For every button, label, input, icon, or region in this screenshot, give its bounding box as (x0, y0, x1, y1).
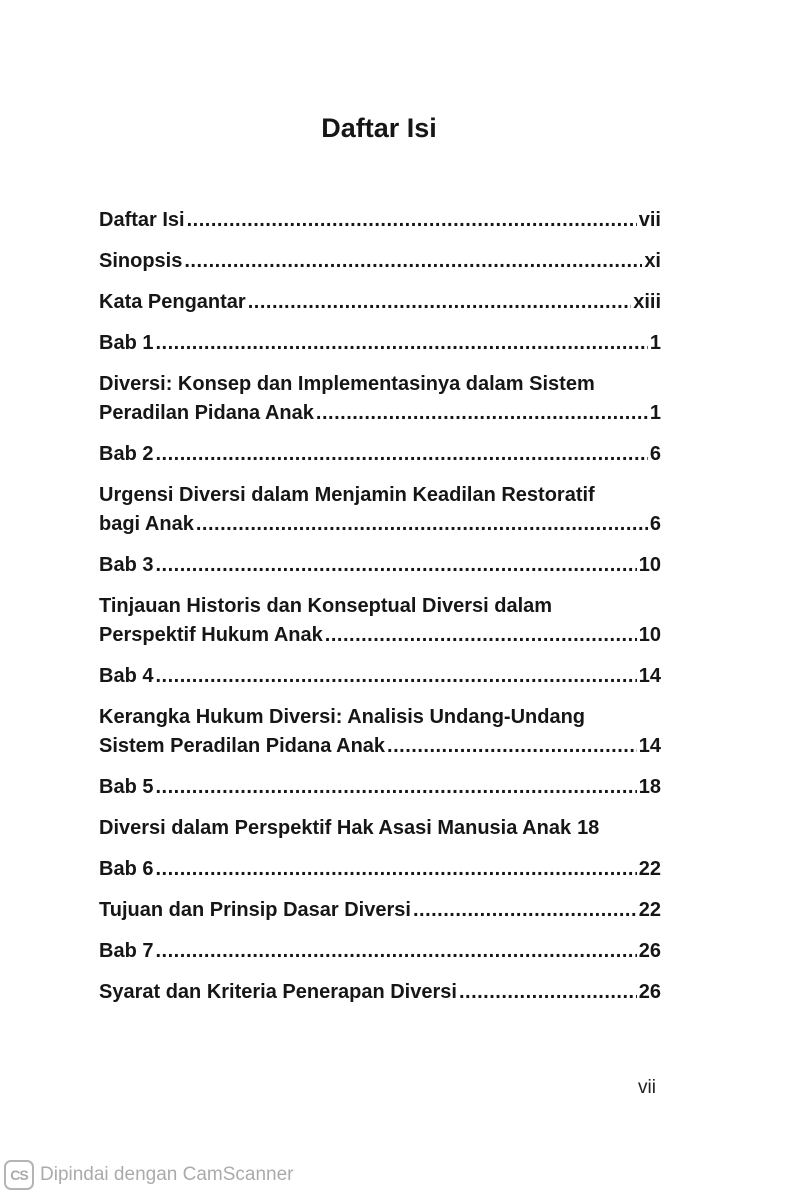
toc-entry (99, 551, 661, 580)
toc-entry-page: 26 (638, 981, 661, 1003)
toc-entry-title: Daftar Isi (99, 209, 185, 231)
page-number: vii (638, 1077, 656, 1098)
toc-entry (99, 440, 661, 469)
toc-entry-page: 18 (577, 817, 600, 839)
toc-entry-page: 10 (638, 624, 661, 646)
toc-entry-title: Bab 7 (99, 940, 154, 962)
toc-entry-title-line1: Kerangka Hukum Diversi: Analisis Undang-Undang (99, 706, 586, 728)
toc-entry-page: 6 (649, 513, 661, 535)
toc-entry (99, 896, 661, 925)
toc-entry (99, 481, 661, 539)
toc-entry (99, 662, 661, 691)
toc-entry (99, 206, 661, 235)
watermark-text: Dipindai dengan CamScanner (40, 1164, 294, 1185)
toc-entry-title: Tujuan dan Prinsip Dasar Diversi (99, 899, 411, 921)
toc-entry-page: xiii (633, 291, 661, 313)
toc-entry-page: xi (644, 250, 661, 272)
toc-entry-page: 1 (649, 332, 661, 354)
dot-leader (155, 855, 636, 884)
dot-leader (316, 399, 648, 428)
dot-leader (248, 288, 631, 317)
toc-entry-page: 10 (638, 554, 661, 576)
toc-entry-title: Bab 2 (99, 443, 154, 465)
dot-leader (196, 510, 648, 539)
toc-entry-page: 22 (638, 899, 661, 921)
toc-entry-title: Bab 6 (99, 858, 154, 880)
dot-leader (155, 440, 647, 469)
toc-entry (99, 592, 661, 650)
dot-leader (413, 896, 637, 925)
toc-entry-title: Kata Pengantar (99, 291, 246, 313)
toc-entry-title: Diversi dalam Perspektif Hak Asasi Manusia Anak (99, 817, 572, 839)
dot-leader (155, 329, 647, 358)
toc-entry-page: vii (638, 209, 661, 231)
toc-entry-page: 14 (638, 665, 661, 687)
toc-entry-title: Sistem Peradilan Pidana Anak (99, 735, 386, 757)
dot-leader (387, 732, 637, 761)
toc-entry (99, 370, 661, 428)
toc-entry-page: 6 (649, 443, 661, 465)
toc-entry (99, 814, 661, 843)
camscanner-logo-icon: CS (4, 1160, 34, 1190)
toc-entry (99, 247, 661, 276)
toc-entry-page: 14 (638, 735, 661, 757)
toc-entry (99, 937, 661, 966)
dot-leader (155, 551, 636, 580)
toc-entry-title-line1: Tinjauan Historis dan Konseptual Diversi dalam (99, 595, 553, 617)
toc-entry (99, 288, 661, 317)
toc-entry-title: Sinopsis (99, 250, 183, 272)
toc-entry-title: bagi Anak (99, 513, 194, 535)
toc-entry-page: 1 (649, 402, 661, 424)
toc-entry-title: Bab 3 (99, 554, 154, 576)
toc-entry-page: 26 (638, 940, 661, 962)
dot-leader (187, 206, 637, 235)
toc-entry-page: 22 (638, 858, 661, 880)
toc-entry-page: 18 (638, 776, 661, 798)
toc-entry-title-line1: Diversi: Konsep dan Implementasinya dalam Sistem (99, 373, 595, 395)
toc-entry-title: Bab 5 (99, 776, 154, 798)
dot-leader (155, 937, 636, 966)
camscanner-watermark (4, 1158, 294, 1192)
dot-leader (184, 247, 642, 276)
toc-entry-title: Bab 4 (99, 665, 154, 687)
toc-entry (99, 329, 661, 358)
toc-entry-title-line1: Urgensi Diversi dalam Menjamin Keadilan Restoratif (99, 484, 595, 506)
table-of-contents (99, 206, 661, 1019)
dot-leader (155, 773, 636, 802)
toc-entry-title: Bab 1 (99, 332, 154, 354)
page-title: Daftar Isi (321, 113, 437, 144)
toc-entry-title: Syarat dan Kriteria Penerapan Diversi (99, 981, 457, 1003)
toc-entry (99, 773, 661, 802)
toc-entry (99, 703, 661, 761)
dot-leader (155, 662, 636, 691)
toc-entry-title: Perspektif Hukum Anak (99, 624, 323, 646)
dot-leader (459, 978, 637, 1007)
toc-entry-title: Peradilan Pidana Anak (99, 402, 314, 424)
toc-entry (99, 978, 661, 1007)
dot-leader (325, 621, 637, 650)
toc-entry (99, 855, 661, 884)
